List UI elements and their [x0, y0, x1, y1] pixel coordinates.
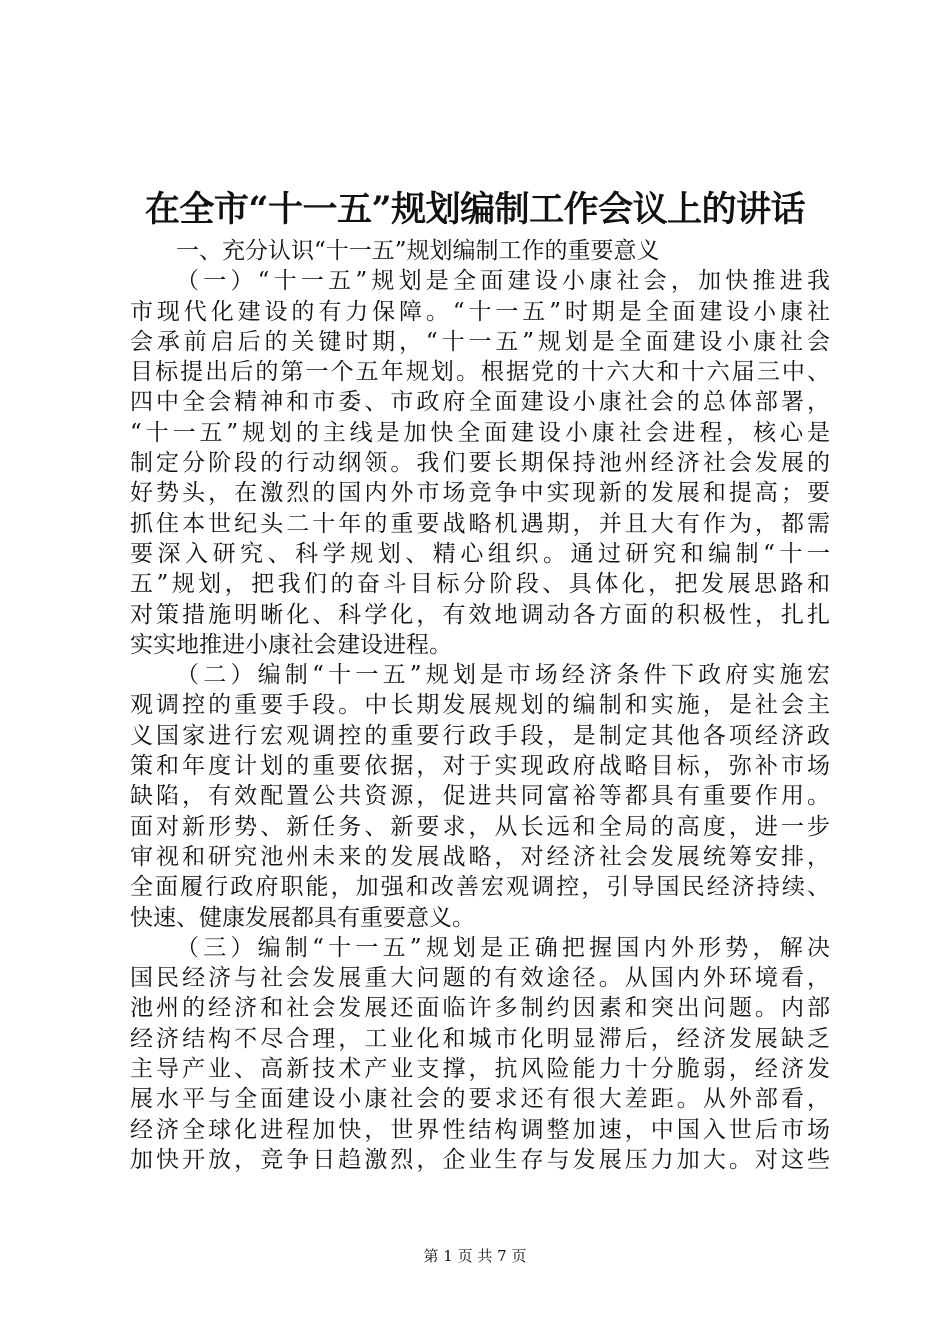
section-heading: 一、充分认识“十一五”规划编制工作的重要意义: [176, 238, 660, 264]
paragraph-line: 要深入研究、科学规划、精心组织。通过研究和编制“十一: [130, 540, 830, 567]
paragraph-line: 全面履行政府职能，加强和改善宏观调控，引导国民经济持续、: [130, 874, 830, 901]
paragraph-line: 国民经济与社会发展重大问题的有效途径。从国内外环境看，: [130, 965, 830, 992]
paragraph-line: 抓住本世纪头二十年的重要战略机遇期，并且大有作为，都需: [130, 510, 830, 537]
paragraph-line: 市现代化建设的有力保障。“十一五”时期是全面建设小康社: [130, 298, 830, 325]
paragraph-line: 目标提出后的第一个五年规划。根据党的十六大和十六届三中、: [130, 359, 830, 386]
paragraph-line: 实实地推进小康社会建设进程。: [130, 631, 452, 658]
paragraph-line: 好势头，在激烈的国内外市场竞争中实现新的发展和提高；要: [130, 480, 830, 507]
paragraph-line: 主导产业、高新技术产业支撑，抗风险能力十分脆弱，经济发: [130, 1056, 830, 1083]
paragraph-line: 策和年度计划的重要依据，对于实现政府战略目标，弥补市场: [130, 753, 830, 780]
paragraph-line: 四中全会精神和市委、市政府全面建设小康社会的总体部署，: [130, 389, 830, 416]
paragraph-line: 对策措施明晰化、科学化，有效地调动各方面的积极性，扎扎: [130, 601, 830, 628]
paragraph-line: 面对新形势、新任务、新要求，从长远和全局的高度，进一步: [130, 813, 830, 840]
paragraph-line: 义国家进行宏观调控的重要行政手段，是制定其他各项经济政: [130, 722, 830, 749]
paragraph-line: 经济结构不尽合理，工业化和城市化明显滞后，经济发展缺乏: [130, 1025, 830, 1052]
paragraph-line: 缺陷，有效配置公共资源，促进共同富裕等都具有重要作用。: [130, 783, 830, 810]
paragraph-line: 经济全球化进程加快，世界性结构调整加速，中国入世后市场: [130, 1116, 830, 1143]
paragraph-line: 五”规划，把我们的奋斗目标分阶段、具体化，把发展思路和: [130, 571, 830, 598]
document-body: [130, 236, 830, 1175]
paragraph-line: （三）编制“十一五”规划是正确把握国内外形势，解决: [176, 934, 830, 961]
paragraph-line: 加快开放，竞争日趋激烈，企业生存与发展压力加大。对这些: [130, 1146, 830, 1173]
paragraph-line: （一）“十一五”规划是全面建设小康社会，加快推进我: [176, 268, 830, 295]
document-title: 在全市“十一五”规划编制工作会议上的讲话: [144, 189, 806, 230]
paragraph-line: 制定分阶段的行动纲领。我们要长期保持池州经济社会发展的: [130, 450, 830, 477]
paragraph-line: 池州的经济和社会发展还面临许多制约因素和突出问题。内部: [130, 995, 830, 1022]
paragraph-line: “十一五”规划的主线是加快全面建设小康社会进程，核心是: [130, 419, 830, 446]
paragraph-line: 快速、健康发展都具有重要意义。: [130, 904, 475, 931]
paragraph-line: 会承前启后的关键时期，“十一五”规划是全面建设小康社会: [130, 328, 830, 355]
page-number-footer: 第 1 页 共 7 页: [423, 1247, 527, 1265]
paragraph-line: （二）编制“十一五”规划是市场经济条件下政府实施宏: [176, 662, 830, 689]
paragraph-line: 观调控的重要手段。中长期发展规划的编制和实施，是社会主: [130, 692, 830, 719]
paragraph-line: 展水平与全面建设小康社会的要求还有很大差距。从外部看，: [130, 1086, 830, 1113]
paragraph-line: 审视和研究池州未来的发展战略，对经济社会发展统筹安排，: [130, 843, 830, 870]
